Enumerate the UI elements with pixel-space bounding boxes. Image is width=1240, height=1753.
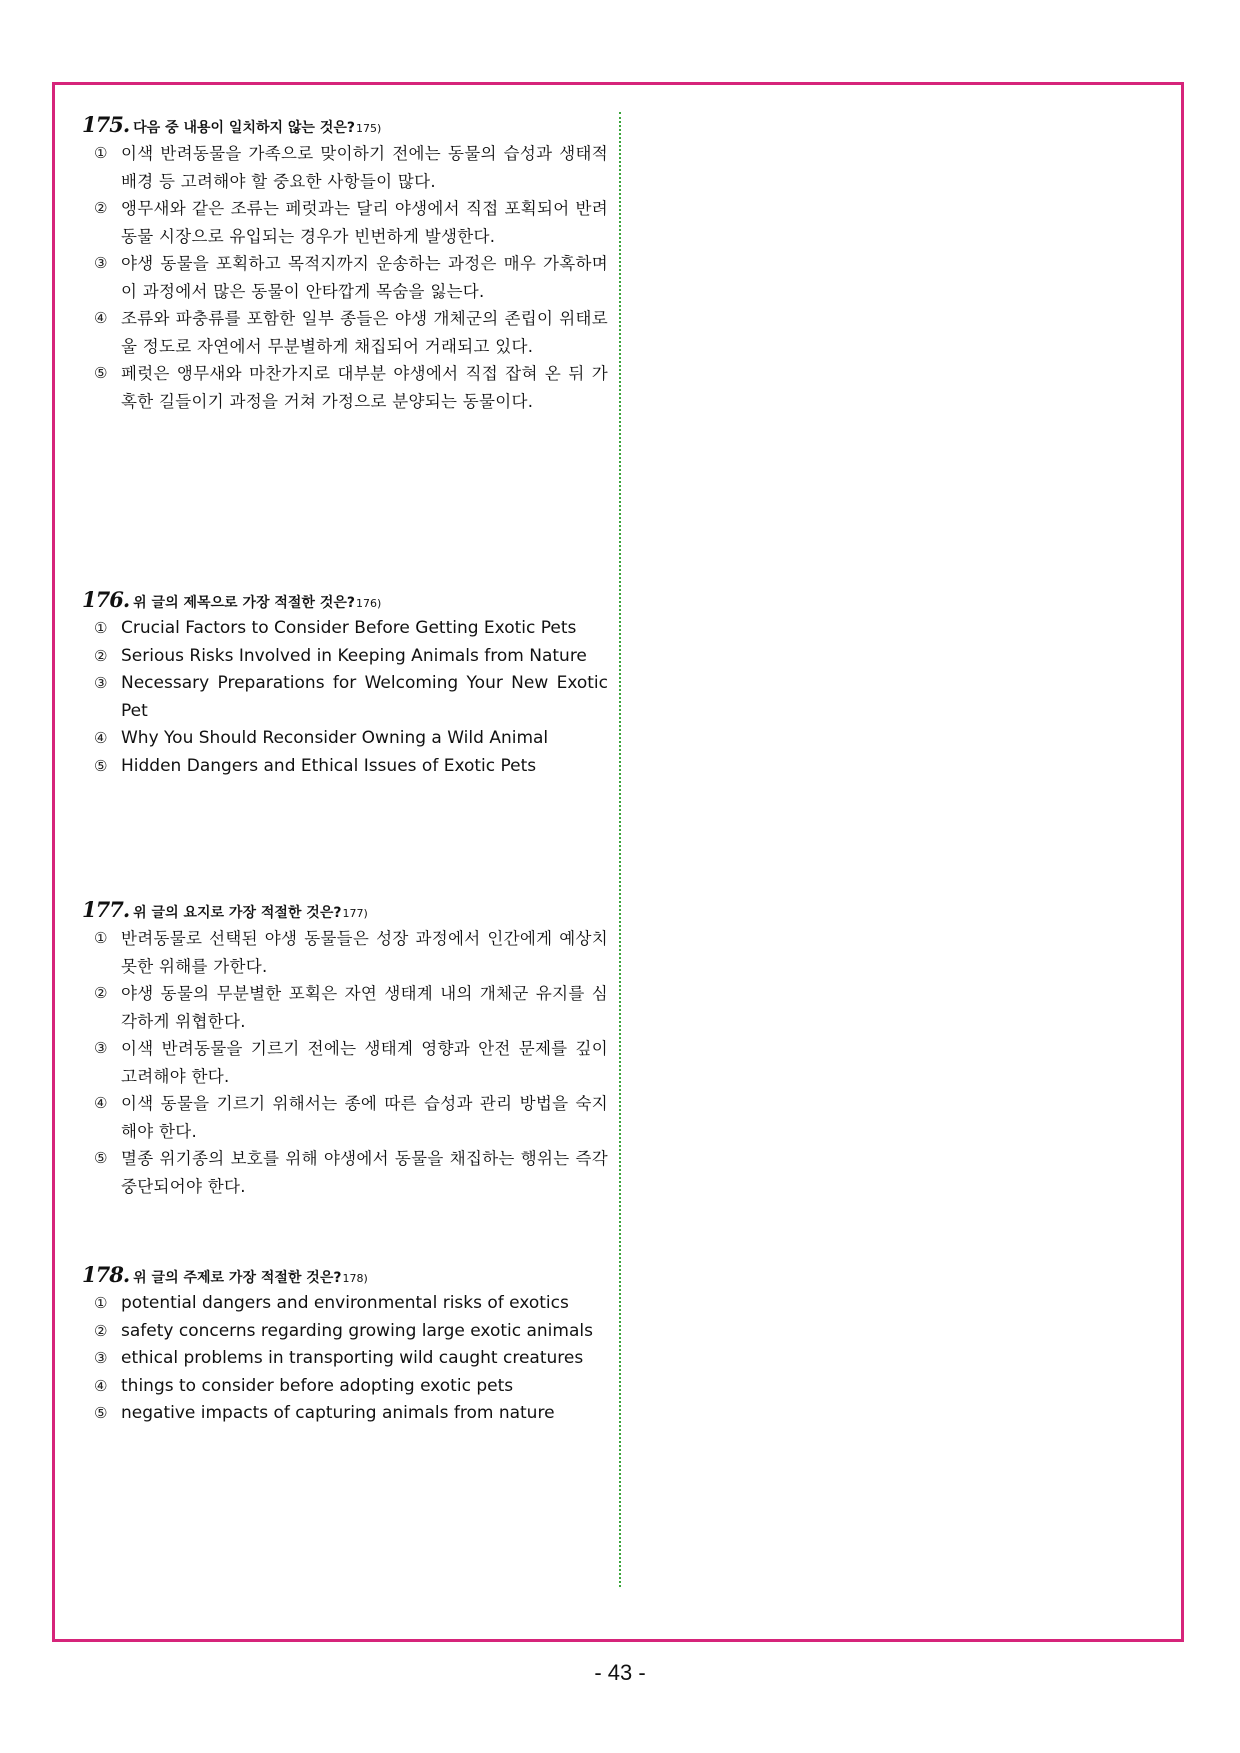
question-header xyxy=(82,587,610,611)
option-mark: ② xyxy=(94,984,108,1002)
option-text: 이색 동물을 기르기 위해서는 종에 따른 습성과 관리 방법을 숙지해야 한다. xyxy=(121,1094,608,1141)
footnote-ref: 176) xyxy=(355,597,382,610)
option-text: 앵무새와 같은 조류는 페럿과는 달리 야생에서 직접 포획되어 반려동물 시장으로 유입되는 경우가 빈번하게 발생한다. xyxy=(121,199,608,246)
question-175 xyxy=(82,112,610,415)
option-mark: ⑤ xyxy=(94,1404,108,1422)
option-1[interactable] xyxy=(82,140,610,195)
option-3[interactable] xyxy=(82,670,610,725)
footnote-ref: 175) xyxy=(355,122,382,135)
option-text: 멸종 위기종의 보호를 위해 야생에서 동물을 채집하는 행위는 즉각 중단되어야 한다. xyxy=(121,1149,608,1196)
question-177 xyxy=(82,897,610,1200)
option-2[interactable] xyxy=(82,980,610,1035)
option-mark: ① xyxy=(94,144,108,162)
option-mark: ③ xyxy=(94,254,108,272)
option-text: Crucial Factors to Consider Before Getting Exotic Pets xyxy=(121,618,577,638)
option-mark: ④ xyxy=(94,1094,108,1112)
question-prompt: 위 글의 요지로 가장 적절한 것은? xyxy=(133,905,342,921)
option-2[interactable] xyxy=(82,195,610,250)
option-mark: ③ xyxy=(94,674,108,692)
option-mark: ④ xyxy=(94,309,108,327)
question-header xyxy=(82,112,610,136)
question-header xyxy=(82,1262,610,1286)
question-prompt: 다음 중 내용이 일치하지 않는 것은? xyxy=(133,120,355,136)
question-number: 175. xyxy=(82,112,130,137)
option-text: 야생 동물의 무분별한 포획은 자연 생태계 내의 개체군 유지를 심각하게 위협한다. xyxy=(121,984,608,1031)
option-text: Hidden Dangers and Ethical Issues of Exotic Pets xyxy=(121,755,537,776)
option-mark: ③ xyxy=(94,1039,108,1057)
question-number: 176. xyxy=(82,587,130,612)
option-text: Necessary Preparations for Welcoming Your New Exotic Pet xyxy=(121,673,608,721)
option-2[interactable] xyxy=(82,643,610,671)
option-1[interactable] xyxy=(82,925,610,980)
footnote-ref: 178) xyxy=(342,1272,368,1285)
option-3[interactable] xyxy=(82,250,610,305)
option-text: Serious Risks Involved in Keeping Animals from Nature xyxy=(121,645,587,666)
option-3[interactable] xyxy=(82,1035,610,1090)
option-4[interactable] xyxy=(82,1090,610,1145)
option-text: negative impacts of capturing animals from nature xyxy=(121,1403,555,1423)
question-178 xyxy=(82,1262,610,1428)
option-5[interactable] xyxy=(82,1400,610,1428)
option-text: 야생 동물을 포획하고 목적지까지 운송하는 과정은 매우 가혹하며 이 과정에서 많은 동물이 안타깝게 목숨을 잃는다. xyxy=(121,254,608,301)
option-4[interactable] xyxy=(82,1373,610,1401)
option-mark: ② xyxy=(94,199,108,217)
option-mark: ④ xyxy=(94,1376,108,1395)
option-1[interactable] xyxy=(82,615,610,643)
question-number: 177. xyxy=(82,897,130,922)
option-5[interactable] xyxy=(82,753,610,781)
option-text: potential dangers and environmental risks of exotics xyxy=(121,1293,569,1313)
question-header xyxy=(82,897,610,921)
option-text: 이색 반려동물을 기르기 전에는 생태계 영향과 안전 문제를 깊이 고려해야 한다. xyxy=(121,1039,608,1086)
option-text: safety concerns regarding growing large exotic animals xyxy=(121,1320,593,1341)
option-text: Why You Should Reconsider Owning a Wild Animal xyxy=(121,728,549,748)
option-list xyxy=(82,140,610,415)
option-4[interactable] xyxy=(82,305,610,360)
option-mark: ② xyxy=(94,1321,108,1340)
option-mark: ① xyxy=(94,1294,108,1312)
option-list xyxy=(82,925,610,1200)
question-number: 178. xyxy=(82,1262,130,1287)
option-mark: ⑤ xyxy=(94,1149,108,1167)
footnote-ref: 177) xyxy=(342,907,368,920)
page-number: - 43 - xyxy=(594,1660,646,1685)
question-prompt: 위 글의 제목으로 가장 적절한 것은? xyxy=(133,595,355,611)
option-text: ethical problems in transporting wild caught creatures xyxy=(121,1348,584,1368)
option-2[interactable] xyxy=(82,1318,610,1346)
option-5[interactable] xyxy=(82,1145,610,1200)
option-4[interactable] xyxy=(82,725,610,753)
option-mark: ⑤ xyxy=(94,756,108,775)
option-mark: ② xyxy=(94,646,108,665)
option-text: things to consider before adopting exotic pets xyxy=(121,1375,514,1396)
option-list xyxy=(82,1290,610,1428)
option-mark: ① xyxy=(94,619,108,637)
question-176 xyxy=(82,587,610,780)
question-prompt: 위 글의 주제로 가장 적절한 것은? xyxy=(133,1270,342,1286)
option-1[interactable] xyxy=(82,1290,610,1318)
option-3[interactable] xyxy=(82,1345,610,1373)
option-text: 조류와 파충류를 포함한 일부 종들은 야생 개체군의 존립이 위태로울 정도로 자연에서 무분별하게 채집되어 거래되고 있다. xyxy=(121,309,608,356)
option-mark: ① xyxy=(94,929,108,947)
option-text: 페럿은 앵무새와 마찬가지로 대부분 야생에서 직접 잡혀 온 뒤 가혹한 길들이기 과정을 거쳐 가정으로 분양되는 동물이다. xyxy=(121,364,608,411)
option-mark: ③ xyxy=(94,1349,108,1367)
option-mark: ⑤ xyxy=(94,364,108,382)
option-list xyxy=(82,615,610,780)
option-5[interactable] xyxy=(82,360,610,415)
option-text: 반려동물로 선택된 야생 동물들은 성장 과정에서 인간에게 예상치 못한 위해를 가한다. xyxy=(121,929,608,976)
option-mark: ④ xyxy=(94,729,108,747)
column-divider xyxy=(619,112,621,1587)
option-text: 이색 반려동물을 가족으로 맞이하기 전에는 동물의 습성과 생태적 배경 등 고려해야 할 중요한 사항들이 많다. xyxy=(121,144,608,191)
